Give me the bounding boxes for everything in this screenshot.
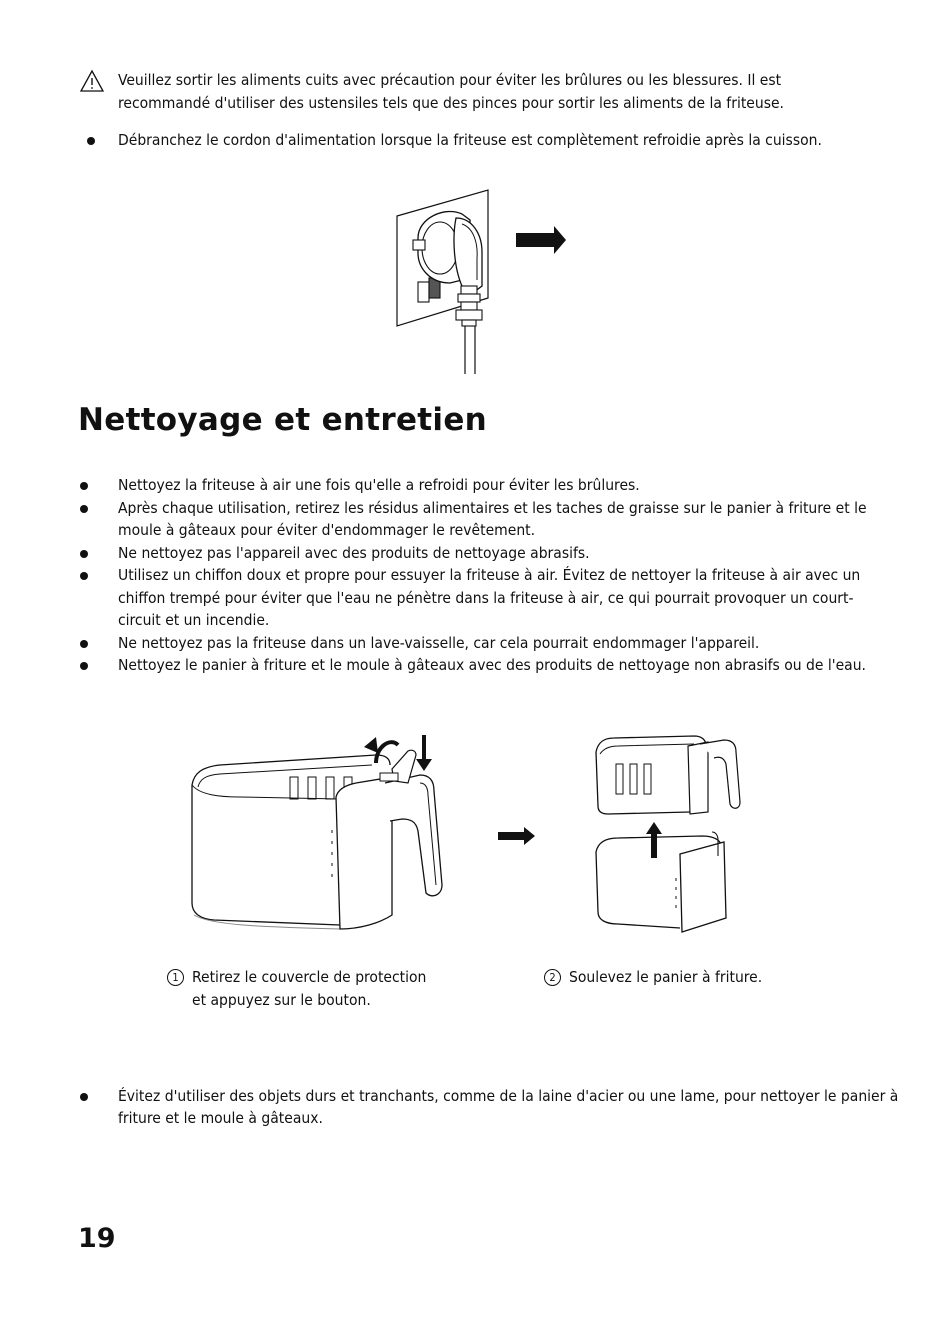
- list-item: [80, 564, 870, 632]
- cleaning-list: [80, 474, 870, 677]
- bullet-dot: [80, 572, 88, 580]
- step2-number: 2: [544, 969, 561, 986]
- avoid-sharp-objects-text: Évitez d'utiliser des objets durs et tranchants, comme de la laine d'acier ou une lame, pour nettoyer le panier à friture et le moule à gâteaux.: [118, 1086, 899, 1127]
- list-item: [80, 542, 870, 565]
- bullet-dot: [80, 505, 88, 513]
- bullet-dot: [80, 640, 88, 648]
- list-item-text: Après chaque utilisation, retirez les résidus alimentaires et les taches de graisse sur le panier à friture et le moule à gâteaux pour éviter d'endommager le revêtement.: [118, 498, 867, 539]
- list-item-text: Nettoyez la friteuse à air une fois qu'elle a refroidi pour éviter les brûlures.: [118, 476, 640, 494]
- unplug-text: Débranchez le cordon d'alimentation lorsque la friteuse est complètement refroidie après la cuisson.: [118, 131, 822, 149]
- bullet-dot: [80, 662, 88, 670]
- list-item-text: Nettoyez le panier à friture et le moule à gâteaux avec des produits de nettoyage non abrasifs ou de l'eau.: [118, 656, 866, 674]
- warning-triangle-icon: [80, 70, 104, 92]
- list-item: [80, 497, 870, 542]
- section-title: Nettoyage et entretien: [78, 402, 488, 438]
- page-number: 19: [78, 1223, 116, 1254]
- list-item: [80, 654, 870, 677]
- unplug-bullet: [80, 129, 908, 152]
- bullet-dot: [87, 137, 95, 145]
- rotate-arrow-icon: [376, 742, 398, 763]
- step1-line1: Retirez le couvercle de protection: [192, 968, 427, 986]
- list-item-text: Ne nettoyez pas la friteuse dans un lave-vaisselle, car cela pourrait endommager l'appareil.: [118, 633, 760, 652]
- warning-block: [80, 69, 870, 114]
- step2-text: Soulevez le panier à friture.: [569, 968, 763, 986]
- warning-text: Veuillez sortir les aliments cuits avec précaution pour éviter les brûlures ou les blessures. Il est recommandé d'utiliser des ustensiles tels que des pinces pour sortir les aliments de la friteuse.: [118, 71, 784, 112]
- bullet-dot: [80, 482, 88, 490]
- basket-press-illustration: [180, 725, 470, 940]
- bullet-dot: [80, 550, 88, 558]
- lift-arrow-icon: [646, 822, 662, 858]
- list-item-text: Ne nettoyez pas l'appareil avec des produits de nettoyage abrasifs.: [118, 543, 590, 562]
- step2-caption: [544, 966, 844, 989]
- step1-caption: [167, 966, 477, 1011]
- step1-line2: et appuyez sur le bouton.: [192, 990, 371, 1009]
- bullet-dot: [80, 1093, 88, 1101]
- basket-lift-illustration: [590, 728, 750, 938]
- press-arrow-icon: [416, 735, 432, 771]
- step1-number: 1: [167, 969, 184, 986]
- pull-arrow-icon: [516, 226, 566, 254]
- list-item: [80, 632, 870, 655]
- unplug-illustration: [390, 188, 580, 378]
- avoid-sharp-objects-bullet: [80, 1085, 908, 1130]
- next-step-arrow-icon: [498, 826, 538, 846]
- list-item: [80, 474, 870, 497]
- list-item-text: Utilisez un chiffon doux et propre pour essuyer la friteuse à air. Évitez de nettoyer la friteuse à air avec un chiffon trempé pour éviter que l'eau ne pénètre dans la friteuse à air, ce qui pourrait provoquer un court-circuit et un incendie.: [118, 566, 861, 629]
